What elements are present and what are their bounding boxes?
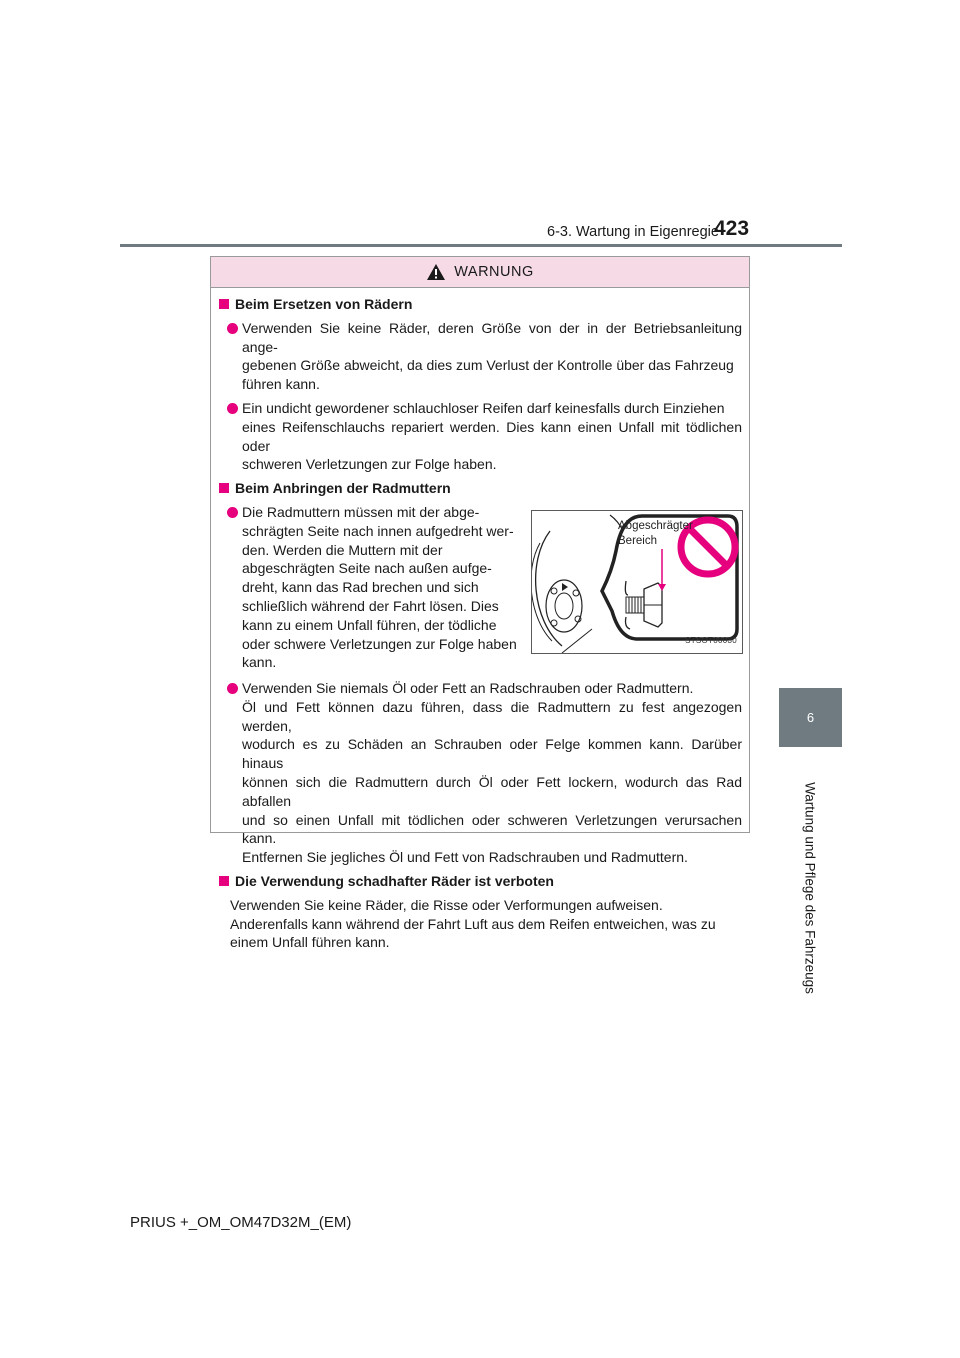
text-line: schließlich während der Fahrt lösen. Dies (242, 597, 499, 614)
text-line: gebenen Größe abweicht, da dies zum Verlust der Kontrolle über das Fahrzeug (242, 357, 734, 374)
text-line: dreht, kann das Rad brechen und sich (242, 579, 479, 596)
text-line: kann zu einem Unfall führen, der tödliche (242, 616, 497, 633)
section-heading (219, 479, 742, 498)
section-heading-text: Die Verwendung schadhafter Räder ist verboten (235, 872, 554, 889)
text-line: Anderenfalls kann während der Fahrt Luft aus dem Reifen entweichen, was zu (230, 915, 716, 932)
section-heading-text: Beim Ersetzen von Rädern (235, 296, 413, 312)
figure-label-line: Bereich (618, 534, 657, 547)
text-line: Verwenden Sie niemals Öl oder Fett an Radschrauben oder Radmuttern. (242, 679, 694, 696)
list-item (219, 319, 742, 394)
warning-triangle-icon (426, 263, 446, 281)
round-bullet-icon (227, 507, 238, 518)
chapter-tab[interactable]: 6 (779, 688, 842, 747)
text-line: führen kann. (242, 376, 320, 393)
paragraph (219, 896, 742, 952)
text-line: kann. (242, 654, 277, 671)
header-rule (120, 244, 842, 247)
text-line: Verwenden Sie keine Räder, die Risse oder Verformungen aufweisen. (230, 896, 663, 913)
warning-box (210, 256, 750, 951)
figure-label (618, 519, 693, 549)
lug-nut-illustration (531, 510, 743, 654)
text-line: Verwenden Sie keine Räder, deren Größe von der in der Betriebsanleitung ange- (242, 319, 742, 355)
square-bullet-icon (219, 483, 229, 493)
text-line: Ein undicht gewordener schlauchloser Reifen darf keinesfalls durch Einziehen (242, 399, 725, 416)
figure-code: STSOT00030 (685, 636, 737, 646)
text-line: Entfernen Sie jegliches Öl und Fett von Radschrauben und Radmuttern. (242, 849, 688, 866)
text-line: abgeschrägten Seite nach außen aufge- (242, 560, 492, 577)
figure-row (219, 503, 742, 676)
text-line: Öl und Fett können dazu führen, dass die Radmuttern zu fest angezogen werden, (242, 698, 742, 734)
warning-content (219, 295, 742, 957)
text-line: schweren Verletzungen zur Folge haben. (242, 456, 497, 473)
text-line: den. Werden die Muttern mit der (242, 541, 443, 558)
text-line: Die Radmuttern müssen mit der abge- (242, 503, 480, 520)
figure-label-line: Abgeschrägter (618, 519, 693, 532)
text-line: eines Reifenschlauchs repariert werden. Dies kann einen Unfall mit tödlichen oder (242, 418, 742, 454)
square-bullet-icon (219, 299, 229, 309)
round-bullet-icon (227, 323, 238, 334)
text-line: einem Unfall führen kann. (230, 934, 390, 951)
text-line: wodurch es zu Schäden an Schrauben oder Felge kommen kann. Darüber hinaus (242, 736, 742, 772)
section-heading (219, 872, 742, 891)
warning-header (211, 257, 749, 288)
text-line: oder schwere Verletzungen zur Folge haben (242, 635, 517, 652)
round-bullet-icon (227, 403, 238, 414)
list-item (219, 503, 525, 672)
text-line: schrägten Seite nach innen aufgedreht wer- (242, 522, 514, 539)
header-section-title: 6-3. Wartung in Eigenregie (547, 224, 719, 240)
list-item (219, 399, 742, 474)
section-heading (219, 295, 742, 314)
footer-document-id: PRIUS +_OM_OM47D32M_(EM) (130, 1214, 352, 1231)
text-line: und so einen Unfall mit tödlichen oder schweren Verletzungen verursachen kann. (242, 811, 742, 847)
page-number: 423 (714, 217, 750, 240)
square-bullet-icon (219, 876, 229, 886)
text-line: können sich die Radmuttern durch Öl oder Fett lockern, wodurch das Rad abfallen (242, 773, 742, 809)
chapter-side-title-text: Wartung und Pflege des Fahrzeugs (802, 782, 818, 994)
list-item (219, 679, 742, 867)
chapter-side-title (800, 782, 820, 994)
round-bullet-icon (227, 683, 238, 694)
section-heading-text: Beim Anbringen der Radmuttern (235, 480, 451, 497)
warning-title: WARNUNG (454, 264, 534, 280)
